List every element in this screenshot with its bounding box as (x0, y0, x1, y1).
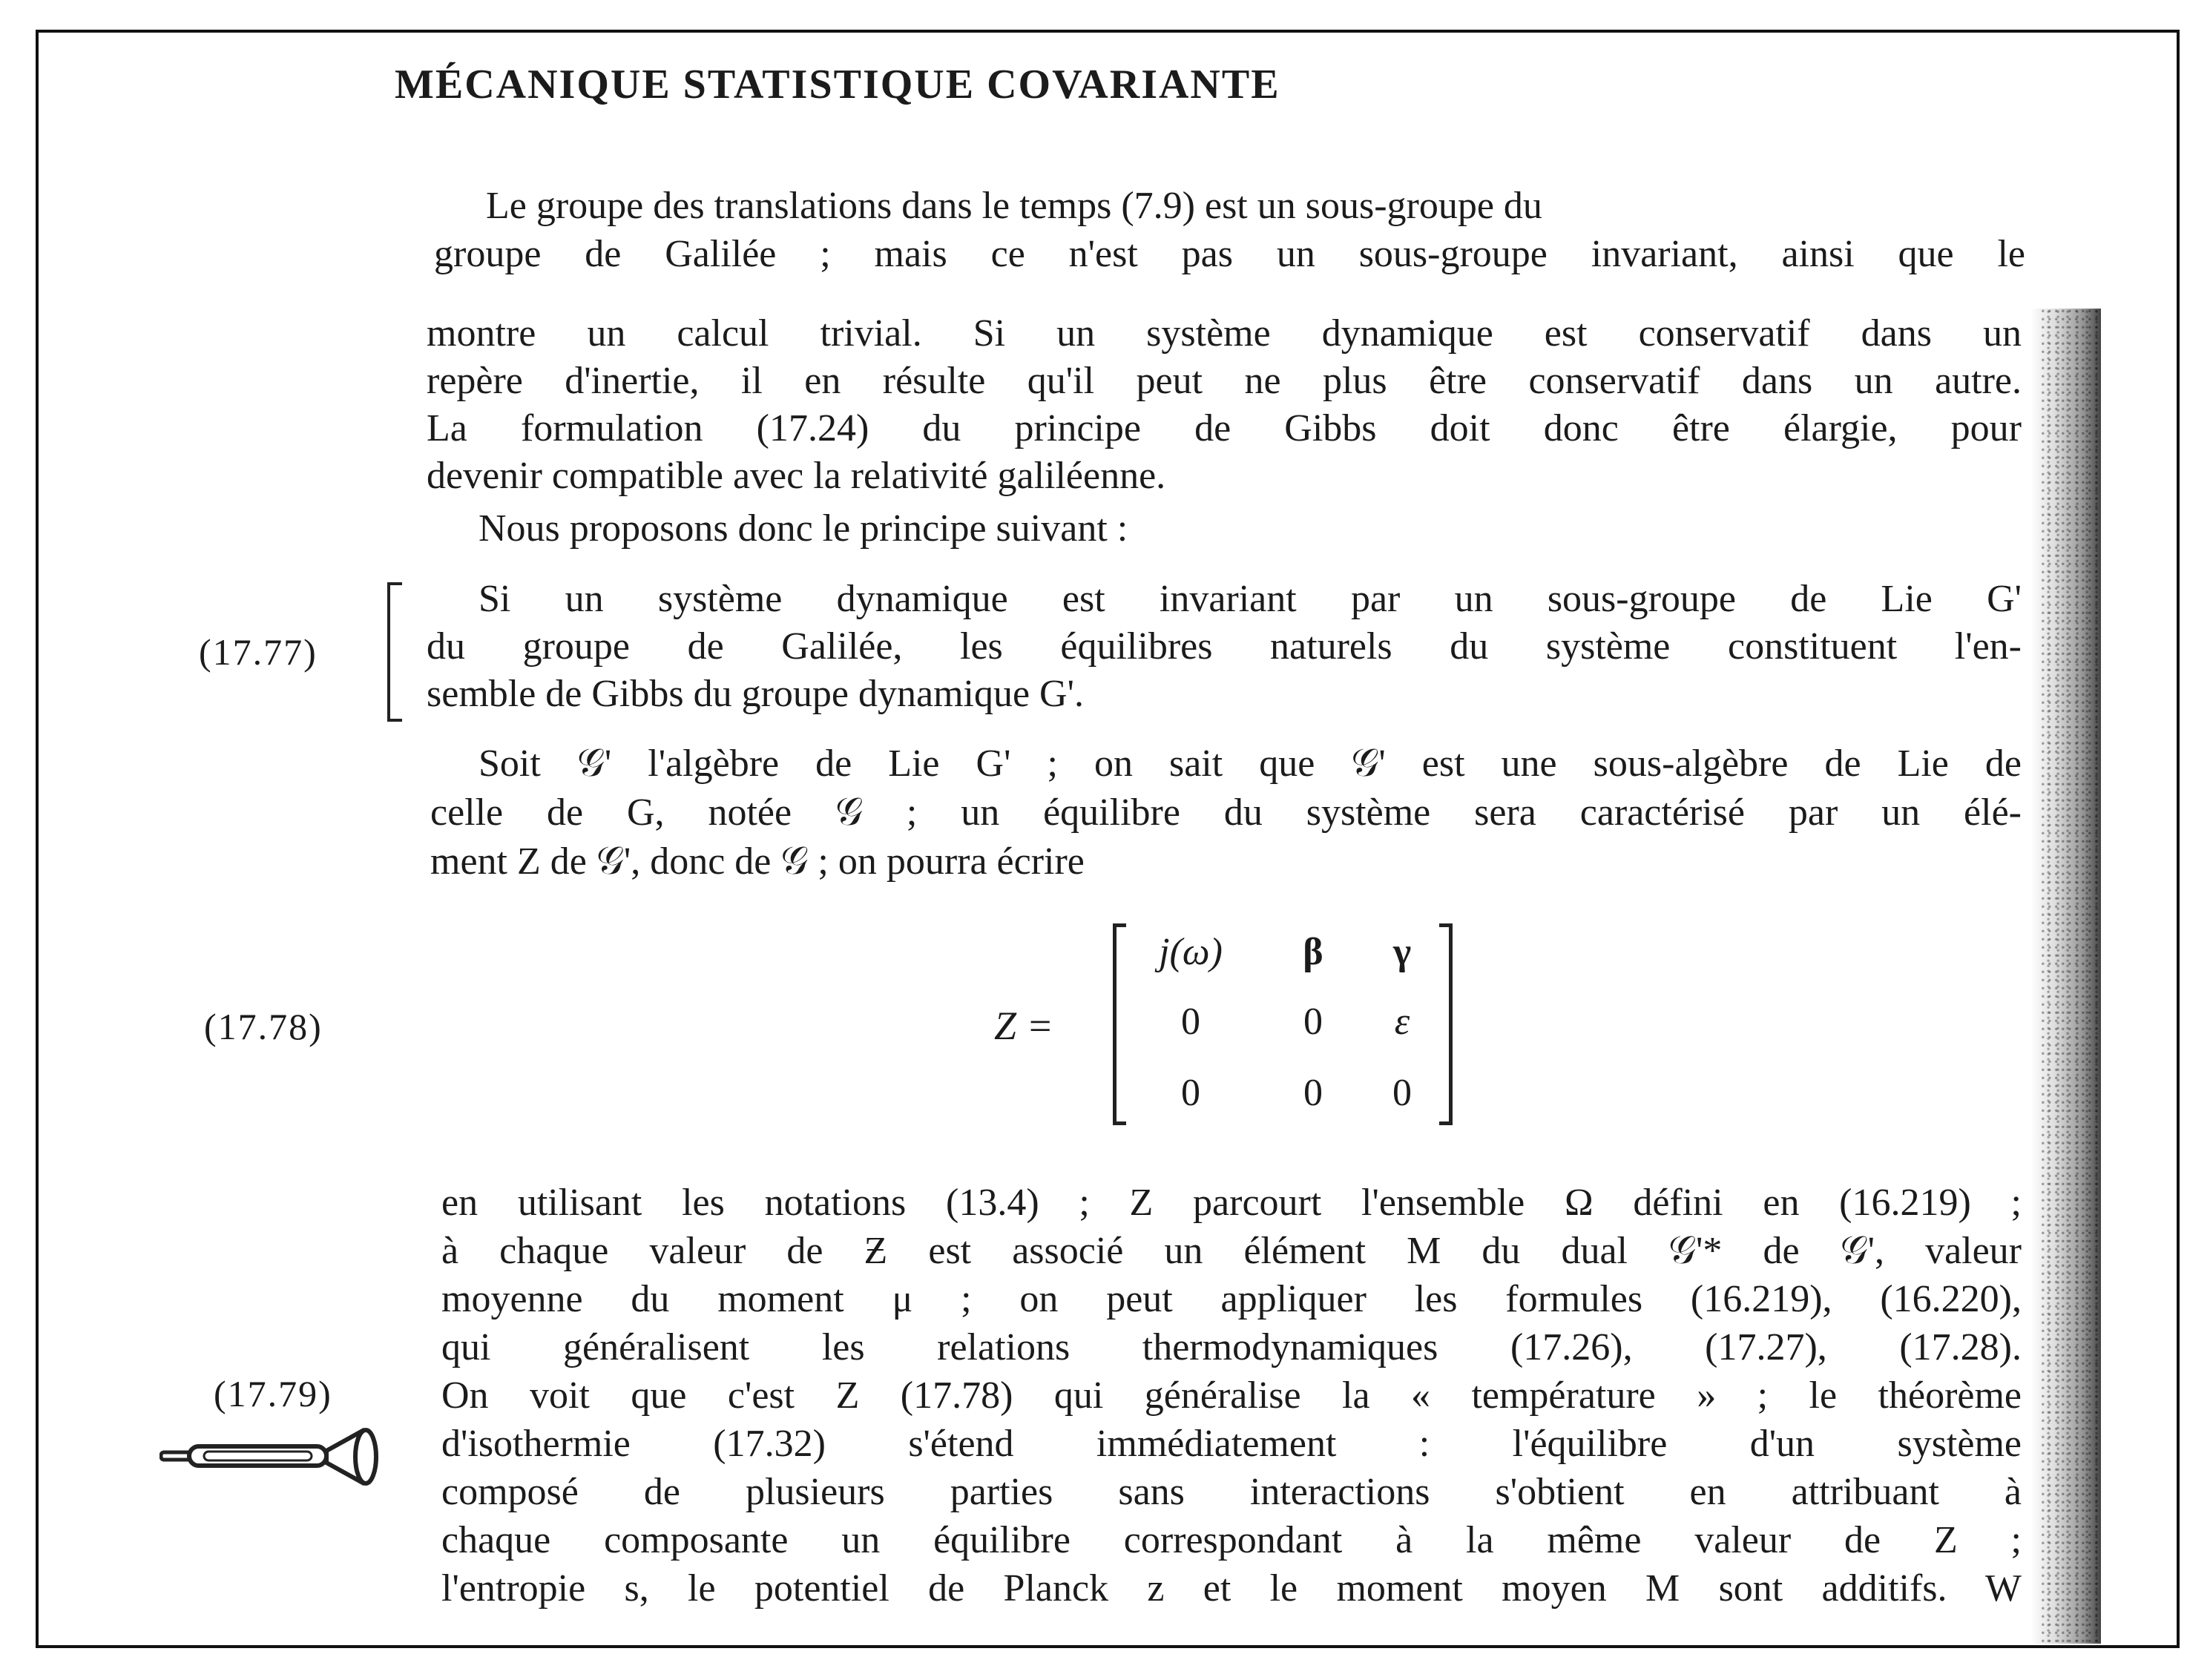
principle-line-1: Si un système dynamique est invariant par un sous-groupe de Lie G' (478, 578, 2022, 620)
para4-line-7: composé de plusieurs parties sans interactions s'obtient en attribuant à (441, 1471, 2022, 1513)
para4-line-9: l'entropie s, le potentiel de Planck z et le moment moyen M sont additifs. W (441, 1567, 2022, 1610)
para1-line-2: groupe de Galilée ; mais ce n'est pas un sous-groupe invariant, ainsi que le (434, 233, 2025, 275)
principle-bracket (387, 582, 402, 722)
matrix-cell-r2c3: ε (1394, 1001, 1410, 1043)
matrix-cell-r2c2: 0 (1303, 1001, 1323, 1043)
para4-line-5: On voit que c'est Z (17.78) qui généralise la « température » ; le théorème (441, 1374, 2022, 1417)
matrix-lhs: Z = (994, 1004, 1053, 1048)
para1-line-3: montre un calcul trivial. Si un système dynamique est conservatif dans un (427, 312, 2022, 355)
trumpet-icon (159, 1424, 389, 1491)
para3-line-3: ment Z de 𝒢', donc de 𝒢 ; on pourra écrire (430, 840, 1085, 883)
para4-line-8: chaque composante un équilibre correspondant à la même valeur de Z ; (441, 1519, 2022, 1561)
matrix-cell-r3c1: 0 (1181, 1072, 1200, 1114)
para4-line-6: d'isothermie (17.32) s'étend immédiatement : l'équilibre d'un système (441, 1423, 2022, 1465)
scan-noise (2042, 309, 2101, 1644)
para4-line-4: qui généralisent les relations thermodynamiques (17.26), (17.27), (17.28). (441, 1326, 2022, 1368)
matrix-cell-r3c2: 0 (1303, 1072, 1323, 1114)
para1-line-4: repère d'inertie, il en résulte qu'il peut ne plus être conservatif dans un autre. (427, 360, 2022, 402)
matrix-cell-r3c3: 0 (1392, 1072, 1412, 1114)
matrix-cell-r1c1: j(ω) (1159, 931, 1223, 973)
matrix-equation (994, 920, 1476, 1129)
matrix-cell-r1c2: β (1303, 931, 1323, 973)
para4-line-2: à chaque valeur de Ƶ est associé un élément M du dual 𝒢'* de 𝒢', valeur (441, 1230, 2022, 1272)
principle-line-3: semble de Gibbs du groupe dynamique G'. (427, 673, 1084, 715)
equation-number-17-79: (17.79) (214, 1373, 332, 1414)
matrix-left-bracket (1113, 923, 1126, 1125)
matrix-cell-r1c3: γ (1392, 931, 1412, 973)
matrix-cell-r2c1: 0 (1181, 1001, 1200, 1043)
principle-line-2: du groupe de Galilée, les équilibres naturels du système constituent l'en- (427, 625, 2022, 668)
para4-line-3: moyenne du moment μ ; on peut appliquer les formules (16.219), (16.220), (441, 1278, 2022, 1320)
para3-line-2: celle de G, notée 𝒢 ; un équilibre du système sera caractérisé par un élé- (430, 791, 2022, 834)
para3-line-1: Soit 𝒢' l'algèbre de Lie G' ; on sait que 𝒢' est une sous-algèbre de Lie de (478, 742, 2022, 785)
para1-line-1: Le groupe des translations dans le temps (7.9) est un sous-groupe du (486, 185, 1542, 227)
para1-line-5: La formulation (17.24) du principe de Gibbs doit donc être élargie, pour (427, 407, 2022, 449)
para4-line-1: en utilisant les notations (13.4) ; Z parcourt l'ensemble Ω défini en (16.219) ; (441, 1182, 2022, 1224)
equation-number-17-77: (17.77) (199, 631, 318, 673)
equation-number-17-78: (17.78) (204, 1006, 323, 1047)
page-title: MÉCANIQUE STATISTIQUE COVARIANTE (395, 62, 1280, 108)
para2-line: Nous proposons donc le principe suivant : (478, 507, 1128, 550)
para1-line-6: devenir compatible avec la relativité galiléenne. (427, 455, 1166, 497)
